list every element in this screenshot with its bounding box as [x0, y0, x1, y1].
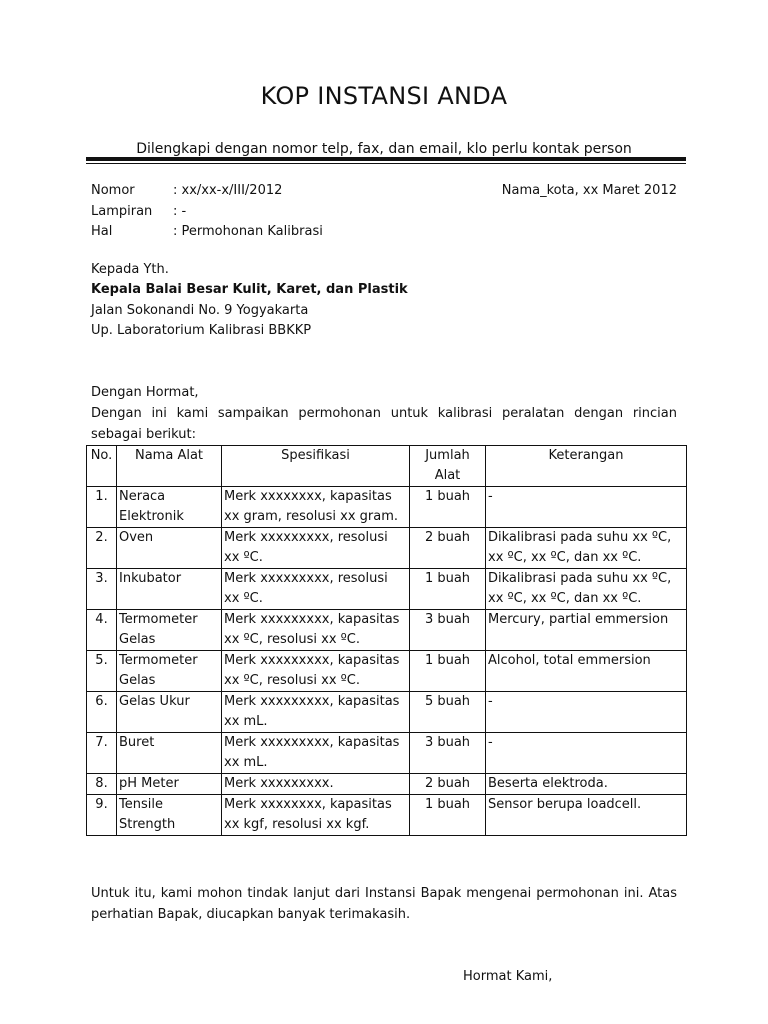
sign-off: Hormat Kami,	[463, 969, 553, 984]
table-row	[87, 610, 687, 651]
meta-lampiran-label: Lampiran	[91, 204, 153, 219]
recipient-greeting: Kepada Yth.	[91, 262, 169, 277]
cell-spec: Merk xxxxxxxxx, kapasitas xx ºC, resolusi xx ºC.	[222, 651, 410, 692]
cell-qty: 2 buah	[410, 528, 486, 569]
letterhead-subtitle: Dilengkapi dengan nomor telp, fax, dan email, klo perlu kontak person	[136, 141, 632, 157]
header-spec: Spesifikasi	[222, 446, 410, 487]
meta-nomor-value: : xx/xx-x/III/2012	[173, 183, 283, 198]
table-row	[87, 651, 687, 692]
cell-spec: Merk xxxxxxxx, kapasitas xx kgf, resolusi xx kgf.	[222, 795, 410, 836]
recipient-address: Jalan Sokonandi No. 9 Yogyakarta	[91, 303, 309, 318]
cell-spec: Merk xxxxxxxxx, resolusi xx ºC.	[222, 528, 410, 569]
cell-spec: Merk xxxxxxxxx, resolusi xx ºC.	[222, 569, 410, 610]
meta-hal-label: Hal	[91, 224, 113, 239]
cell-note: -	[486, 692, 687, 733]
meta-lampiran-value: : -	[173, 204, 187, 219]
cell-spec: Merk xxxxxxxxx, kapasitas xx ºC, resolusi xx ºC.	[222, 610, 410, 651]
header-no: No.	[87, 446, 117, 487]
cell-name: Oven	[117, 528, 222, 569]
cell-qty: 3 buah	[410, 733, 486, 774]
cell-name: Buret	[117, 733, 222, 774]
cell-no: 7.	[87, 733, 117, 774]
cell-qty: 3 buah	[410, 610, 486, 651]
table-row	[87, 795, 687, 836]
equipment-table	[86, 445, 687, 836]
cell-no: 9.	[87, 795, 117, 836]
meta-nomor-label: Nomor	[91, 183, 135, 198]
cell-name: Inkubator	[117, 569, 222, 610]
cell-spec: Merk xxxxxxxxx.	[222, 774, 410, 795]
cell-qty: 1 buah	[410, 487, 486, 528]
cell-name: Gelas Ukur	[117, 692, 222, 733]
cell-note: -	[486, 487, 687, 528]
cell-note: Dikalibrasi pada suhu xx ºC, xx ºC, xx ºC, dan xx ºC.	[486, 528, 687, 569]
cell-spec: Merk xxxxxxxxx, kapasitas xx mL.	[222, 692, 410, 733]
cell-qty: 1 buah	[410, 795, 486, 836]
place-date: Nama_kota, xx Maret 2012	[501, 183, 677, 198]
header-note: Keterangan	[486, 446, 687, 487]
cell-name: Neraca Elektronik	[117, 487, 222, 528]
table-row	[87, 692, 687, 733]
salutation: Dengan Hormat,	[91, 385, 199, 400]
cell-note: Beserta elektroda.	[486, 774, 687, 795]
cell-no: 3.	[87, 569, 117, 610]
recipient-attention: Up. Laboratorium Kalibrasi BBKKP	[91, 323, 312, 338]
cell-spec: Merk xxxxxxxx, kapasitas xx gram, resolusi xx gram.	[222, 487, 410, 528]
letterhead-rule-thin	[86, 163, 686, 164]
cell-no: 4.	[87, 610, 117, 651]
header-qty: Jumlah Alat	[410, 446, 486, 487]
cell-qty: 1 buah	[410, 651, 486, 692]
table-row	[87, 774, 687, 795]
cell-note: Dikalibrasi pada suhu xx ºC, xx ºC, xx ºC, dan xx ºC.	[486, 569, 687, 610]
cell-no: 2.	[87, 528, 117, 569]
cell-note: Mercury, partial emmersion	[486, 610, 687, 651]
cell-no: 5.	[87, 651, 117, 692]
cell-qty: 1 buah	[410, 569, 486, 610]
table-row	[87, 528, 687, 569]
cell-note: Sensor berupa loadcell.	[486, 795, 687, 836]
cell-no: 1.	[87, 487, 117, 528]
cell-qty: 2 buah	[410, 774, 486, 795]
intro-paragraph: Dengan ini kami sampaikan permohonan untuk kalibrasi peralatan dengan rincian sebagai berikut:	[91, 406, 677, 442]
cell-qty: 5 buah	[410, 692, 486, 733]
letterhead-title: KOP INSTANSI ANDA	[260, 82, 508, 110]
table-row	[87, 487, 687, 528]
recipient-name: Kepala Balai Besar Kulit, Karet, dan Plastik	[91, 282, 408, 297]
cell-no: 6.	[87, 692, 117, 733]
cell-name: Termometer Gelas	[117, 651, 222, 692]
header-name: Nama Alat	[117, 446, 222, 487]
cell-spec: Merk xxxxxxxxx, kapasitas xx mL.	[222, 733, 410, 774]
cell-name: Tensile Strength	[117, 795, 222, 836]
letterhead-rule-thick	[86, 157, 686, 161]
cell-name: Termometer Gelas	[117, 610, 222, 651]
cell-note: -	[486, 733, 687, 774]
closing-paragraph: Untuk itu, kami mohon tindak lanjut dari Instansi Bapak mengenai permohonan ini. Atas perhatian Bapak, diucapkan banyak terimakasih.	[91, 886, 677, 922]
cell-name: pH Meter	[117, 774, 222, 795]
table-row	[87, 733, 687, 774]
cell-no: 8.	[87, 774, 117, 795]
cell-note: Alcohol, total emmersion	[486, 651, 687, 692]
table-row	[87, 569, 687, 610]
meta-hal-value: : Permohonan Kalibrasi	[173, 224, 323, 239]
table-header-row	[87, 446, 687, 487]
